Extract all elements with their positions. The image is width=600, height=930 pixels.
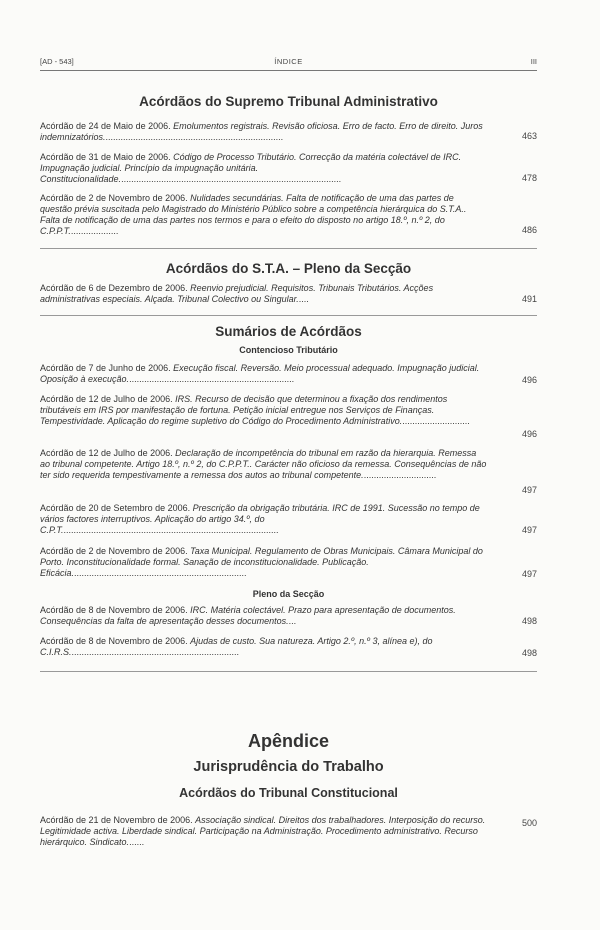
- entry-lead: Acórdão de 31 de Maio de 2006.: [40, 152, 171, 162]
- header-rule: [40, 70, 537, 71]
- entry-page-number: 498: [521, 648, 537, 658]
- entry-dots: ...................: [70, 226, 119, 236]
- entry-page-number: 486: [521, 225, 537, 235]
- section-title-tribunal-constitucional: Acórdãos do Tribunal Constitucional: [179, 786, 398, 800]
- entry-desc: Reenvio prejudicial. Requisitos. Tribunais Tributários. Acções administrativas especiais. Alçada. Tribunal Colectivo ou Singular.: [40, 283, 434, 304]
- subsection-title-pleno-seccao: Pleno da Secção: [252, 589, 325, 599]
- toc-entry[interactable]: [40, 283, 487, 305]
- header-page-number: III: [530, 57, 537, 66]
- entry-dots: ....: [298, 294, 309, 304]
- entry-lead: Acórdão de 20 de Setembro de 2006.: [40, 503, 191, 513]
- entry-desc: Declaração de incompetência do tribunal em razão da hierarquia. Remessa ao tribunal competente. Artigo 18.º, n.º 2, do C.P.P.T.. Carácter não oficioso da remessa. Consequências de não ter sido requerida tempestivamente a remessa dos autos ao tribunal competente.: [40, 448, 487, 480]
- entry-lead: Acórdão de 2 de Novembro de 2006.: [40, 193, 188, 203]
- entry-dots: ..................................................................: [129, 374, 295, 384]
- toc-entry[interactable]: [40, 363, 487, 385]
- entry-desc: IRS. Recurso de decisão que determinou a fixação dos rendimentos tributáveis em IRS por manifestação de fortuna. Petição inicial entregue nos Serviços de Finanças. Tempestividade. Aplicação do regime supletivo do Código do Procedimento Administrativo.: [40, 394, 448, 426]
- toc-entry[interactable]: [40, 605, 487, 627]
- section-divider: [40, 671, 537, 672]
- entry-desc: Taxa Municipal. Regulamento de Obras Municipais. Câmara Municipal do Porto. Inconstitucionalidade formal. Sanação de inconstitucionalidade. Publicação. Eficácia.: [40, 546, 483, 578]
- toc-entry[interactable]: [40, 448, 487, 481]
- entry-page-number: 496: [521, 429, 537, 439]
- entry-desc: Prescrição da obrigação tributária. IRC de 1991. Sucessão no tempo de vários factores interruptivos. Aplicação do artigo 34.º, do C.P.T.: [40, 503, 480, 535]
- header-title: ÍNDICE: [274, 57, 303, 66]
- section-divider: [40, 248, 537, 249]
- entry-page-number: 496: [521, 375, 537, 385]
- entry-lead: Acórdão de 21 de Novembro de 2006.: [40, 815, 193, 825]
- entry-page-number: 497: [521, 569, 537, 579]
- entry-lead: Acórdão de 24 de Maio de 2006.: [40, 121, 171, 131]
- entry-desc: Emolumentos registrais. Revisão oficiosa. Erro de facto. Erro de direito. Juros indemnizatórios.: [40, 121, 483, 142]
- toc-entry[interactable]: [40, 121, 487, 143]
- entry-lead: Acórdão de 12 de Julho de 2006.: [40, 394, 173, 404]
- entry-dots: ...: [288, 616, 297, 626]
- entry-lead: Acórdão de 8 de Novembro de 2006.: [40, 636, 188, 646]
- header-code: [AD - 543]: [40, 57, 74, 66]
- entry-dots: .....................................................................: [74, 568, 247, 578]
- toc-entry[interactable]: [40, 636, 487, 658]
- entry-desc: Ajudas de custo. Sua natureza. Artigo 2.º, n.º 3, alínea e), do C.I.R.S.: [40, 636, 433, 657]
- toc-entry[interactable]: [40, 152, 487, 185]
- subsection-title-contencioso: Contencioso Tributário: [239, 345, 338, 355]
- entry-lead: Acórdão de 12 de Julho de 2006.: [40, 448, 173, 458]
- entry-dots: ......................................................................................: [63, 525, 279, 535]
- entry-page-number: 498: [521, 616, 537, 626]
- toc-entry[interactable]: [40, 394, 487, 427]
- entry-lead: Acórdão de 7 de Junho de 2006.: [40, 363, 171, 373]
- entry-page-number: 500: [521, 818, 537, 828]
- page-header: [40, 57, 537, 71]
- entry-desc: IRC. Matéria colectável. Prazo para apresentação de documentos. Consequências da falta de apresentação desses documentos.: [40, 605, 456, 626]
- section-title-sumarios: Sumários de Acórdãos: [215, 324, 362, 339]
- entry-desc: Nulidades secundárias. Falta de notificação de uma das partes de questão prévia suscitada pelo Magistrado do Ministério Público sobre a competência hierárquica do S.T.A.. Falta de notificação de uma das partes nos termos e para o efeito do disposto no artigo 18.º, n.º 2, do C.P.P.T.: [40, 193, 467, 236]
- entry-page-number: 497: [521, 485, 537, 495]
- appendix-title: Apêndice: [247, 731, 330, 751]
- toc-entry[interactable]: [40, 546, 487, 579]
- entry-desc: Associação sindical. Direitos dos trabalhadores. Interposição do recurso. Legitimidade activa. Liberdade sindical. Participação na Administração. Procedimento administrativo. Recurso hierárquico. Sindicato.: [40, 815, 486, 847]
- entry-dots: ........................................................................................: [121, 174, 342, 184]
- entry-dots: ...........................: [402, 416, 470, 426]
- entry-dots: .......................................................................: [105, 132, 284, 142]
- entry-desc: Execução fiscal. Reversão. Meio processual adequado. Impugnação judicial. Oposição à execução.: [40, 363, 480, 384]
- toc-entry[interactable]: [40, 193, 487, 237]
- entry-lead: Acórdão de 6 de Dezembro de 2006.: [40, 283, 188, 293]
- section-title-jurisprudencia: Jurisprudência do Trabalho: [193, 759, 384, 775]
- section-divider: [40, 315, 537, 316]
- entry-lead: Acórdão de 2 de Novembro de 2006.: [40, 546, 188, 556]
- entry-lead: Acórdão de 8 de Novembro de 2006.: [40, 605, 188, 615]
- toc-entry[interactable]: [40, 815, 487, 848]
- entry-dots: .............................: [363, 470, 437, 480]
- entry-dots: ......: [129, 837, 145, 847]
- entry-page-number: 463: [521, 131, 537, 141]
- entry-page-number: 497: [521, 525, 537, 535]
- section-title-sta: Acórdãos do Supremo Tribunal Administrativo: [139, 94, 438, 109]
- entry-dots: ...................................................................: [71, 647, 240, 657]
- section-title-pleno: Acórdãos do S.T.A. – Pleno da Secção: [165, 261, 412, 276]
- toc-entry[interactable]: [40, 503, 487, 536]
- entry-desc: Código de Processo Tributário. Correcção da matéria colectável de IRC. Impugnação judicial. Princípio da impugnação unitária. Constitucionalidade.: [40, 152, 462, 184]
- entry-page-number: 491: [521, 294, 537, 304]
- entry-page-number: 478: [521, 173, 537, 183]
